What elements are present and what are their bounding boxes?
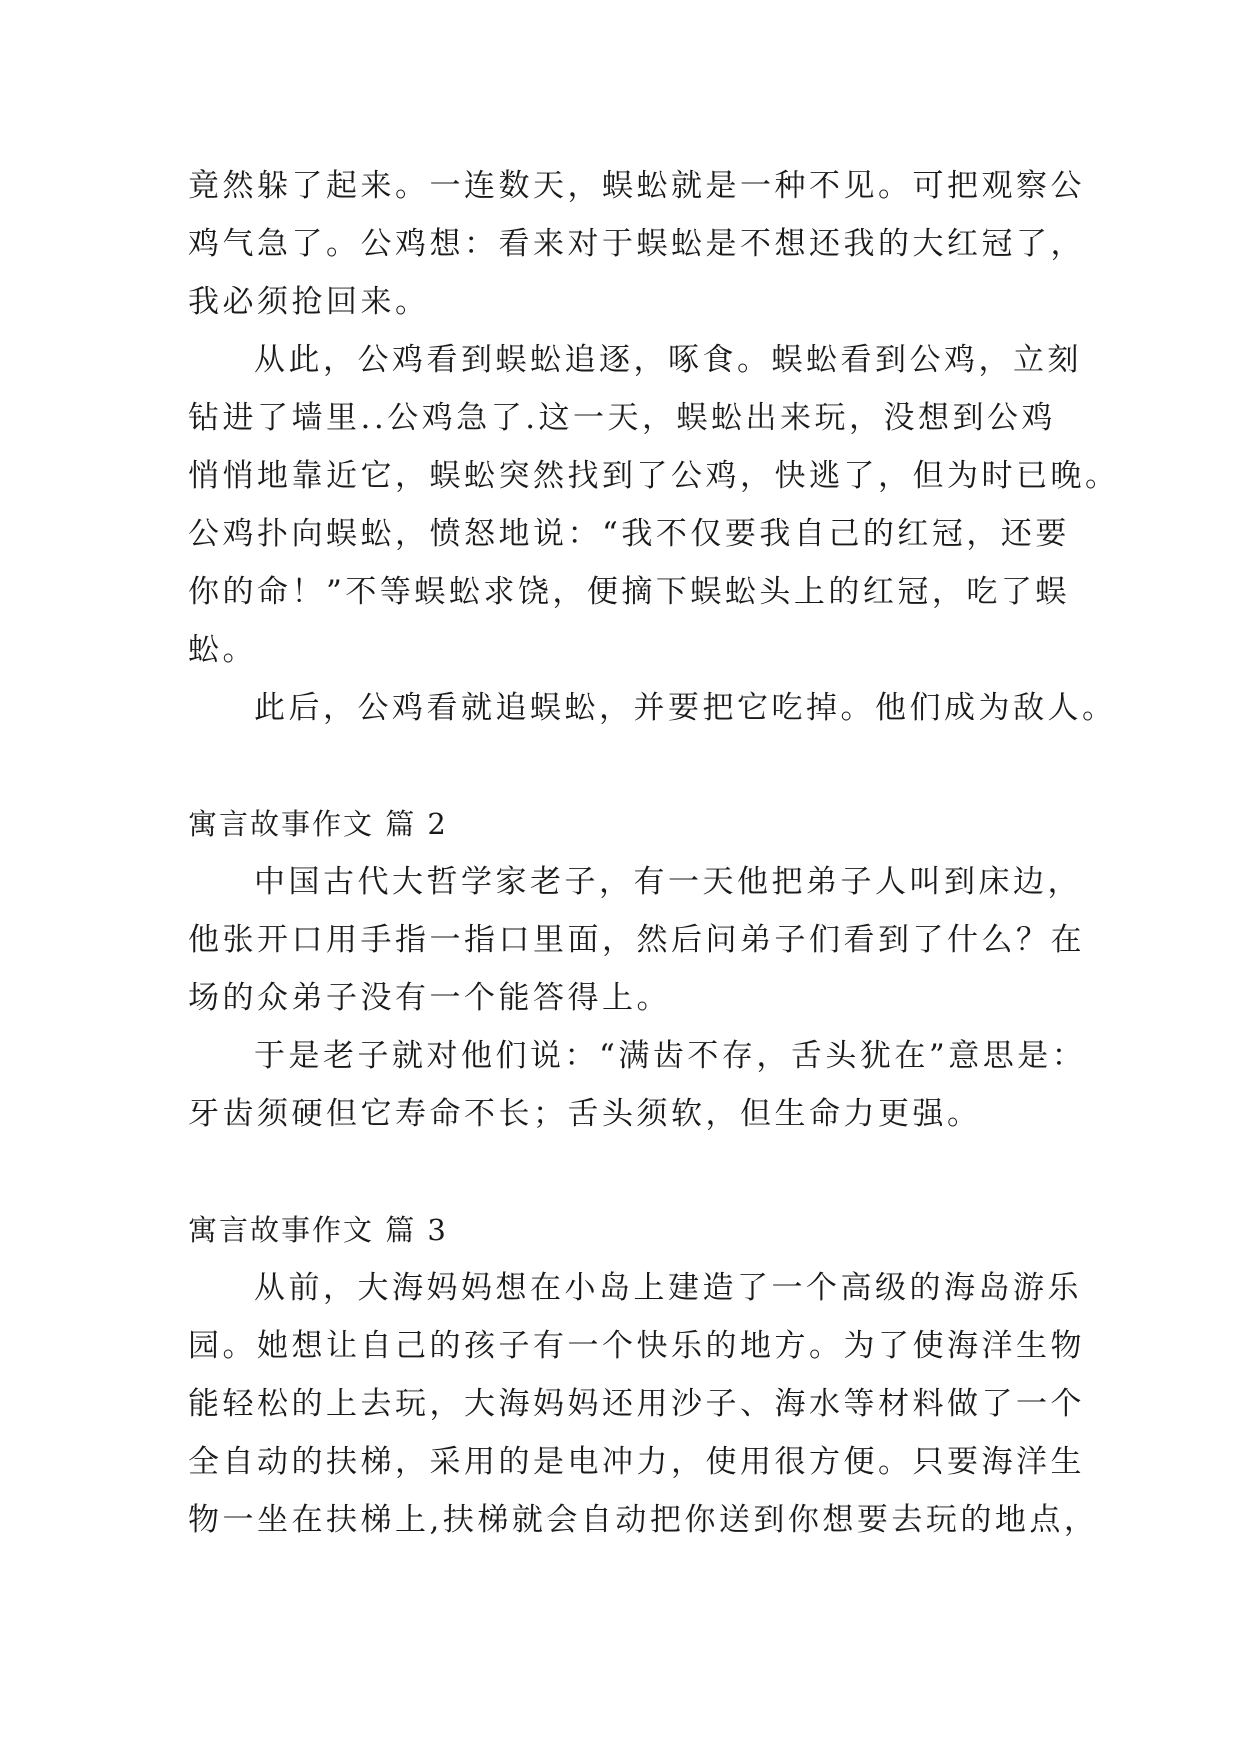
section-heading-3: 寓言故事作文 篇 3 [188,1213,448,1247]
story1-line-3: 我必须抢回来。 [188,284,430,320]
story2-paragraph-2-line-1: 于是老子就对他们说：“满齿不存，舌头犹在”意思是： [254,1038,1087,1074]
section-heading-2: 寓言故事作文 篇 2 [188,807,448,841]
story3-paragraph-1-line-3: 能轻松的上去玩，大海妈妈还用沙子、海水等材料做了一个 [188,1386,1085,1422]
story3-paragraph-1-line-1: 从前，大海妈妈想在小岛上建造了一个高级的海岛游乐 [254,1270,1082,1306]
story3-paragraph-1-line-5: 物一坐在扶梯上,扶梯就会自动把你送到你想要去玩的地点， [188,1502,1099,1538]
story3-paragraph-1-line-2: 园。她想让自己的孩子有一个快乐的地方。为了使海洋生物 [188,1328,1085,1364]
story2-paragraph-1-line-1: 中国古代大哲学家老子，有一天他把弟子人叫到床边， [254,864,1082,900]
story1-paragraph-2-line-4: 公鸡扑向蜈蚣，愤怒地说：“我不仅要我自己的红冠，还要 [188,516,1070,552]
story2-paragraph-1-line-2: 他张开口用手指一指口里面，然后问弟子们看到了什么？在 [188,922,1085,958]
story1-line-1: 竟然躲了起来。一连数天，蜈蚣就是一种不见。可把观察公 [188,168,1085,204]
story1-paragraph-2-line-2: 钻进了墙里..公鸡急了.这一天，蜈蚣出来玩，没想到公鸡 [188,400,1057,436]
story1-paragraph-2-line-3: 悄悄地靠近它，蜈蚣突然找到了公鸡，快逃了，但为时已晚。 [188,458,1120,494]
story2-paragraph-2-line-2: 牙齿须硬但它寿命不长；舌头须软，但生命力更强。 [188,1096,982,1132]
story1-paragraph-3-line-1: 此后，公鸡看就追蜈蚣，并要把它吃掉。他们成为敌人。 [254,690,1117,726]
story1-paragraph-2-line-6: 蚣。 [188,632,257,668]
story2-paragraph-1-line-3: 场的众弟子没有一个能答得上。 [188,980,671,1016]
story1-paragraph-2-line-5: 你的命！”不等蜈蚣求饶，便摘下蜈蚣头上的红冠，吃了蜈 [188,574,1070,610]
story1-paragraph-2-line-1: 从此，公鸡看到蜈蚣追逐，啄食。蜈蚣看到公鸡，立刻 [254,342,1082,378]
story1-line-2: 鸡气急了。公鸡想：看来对于蜈蚣是不想还我的大红冠了， [188,226,1085,262]
story3-paragraph-1-line-4: 全自动的扶梯，采用的是电冲力，使用很方便。只要海洋生 [188,1444,1085,1480]
